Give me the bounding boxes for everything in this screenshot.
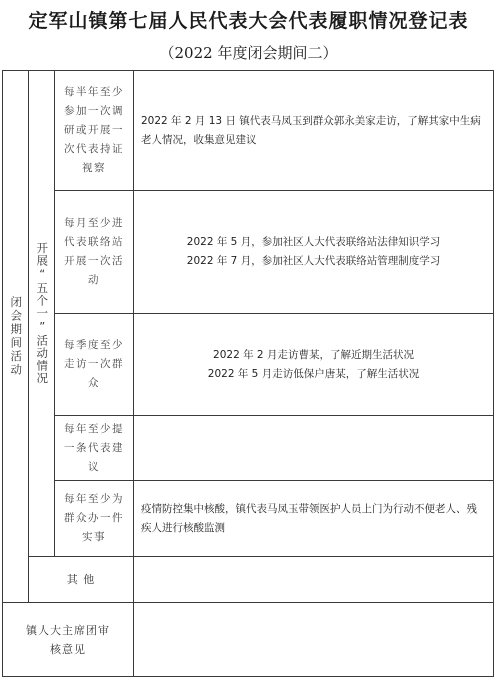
requirement-cell xyxy=(54,313,134,416)
other-label: 其 他 xyxy=(66,573,96,586)
content-cell-empty xyxy=(133,415,494,481)
content-cell xyxy=(133,70,494,191)
page-title: 定军山镇第七届人民代表大会代表履职情况登记表 xyxy=(28,10,469,32)
activity-label: 开展“五个一”活动情况 xyxy=(35,242,50,385)
content-line: 2022 年 5 月走访低保户唐某，了解生活状况 xyxy=(207,367,420,380)
requirement-cell xyxy=(54,480,134,557)
requirement-text: 每半年至少参加一次调研或开展一次代表持证视察 xyxy=(64,86,124,174)
requirement-cell xyxy=(54,415,134,481)
period-label: 闭会期间活动 xyxy=(9,296,24,377)
content-cell xyxy=(133,190,494,314)
page-subtitle: （2022 年度闭会期间二） xyxy=(159,44,338,62)
requirement-cell xyxy=(54,70,134,191)
requirement-text: 每月至少进代表联络站开展一次活动 xyxy=(64,217,124,286)
other-content xyxy=(133,556,494,603)
content-line: 2022 年 5 月，参加社区人大代表联络站法律知识学习 xyxy=(186,236,441,248)
requirement-text: 每年至少为群众办一件实事 xyxy=(64,493,124,543)
requirement-text: 每季度至少走访一次群众 xyxy=(64,339,124,389)
content-line: 2022 年 2 月走访曹某，了解近期生活状况 xyxy=(213,348,414,361)
content-line: 疫情防控集中核酸，镇代表马凤玉带领医护人员上门为行动不便老人、残疾人进行核酸监测 xyxy=(141,502,477,534)
requirement-text: 每年至少提一条代表建议 xyxy=(64,422,124,473)
review-label: 镇人大主席团审核意见 xyxy=(26,623,110,656)
content-cell xyxy=(133,313,494,416)
review-content xyxy=(133,602,494,677)
content-line: 2022 年 7 月，参加社区人大代表联络站管理制度学习 xyxy=(186,255,441,267)
content-line: 2022 年 2 月 13 日 镇代表马凤玉到群众郭永美家走访，了解其家中生病老人情况，收集意见建议 xyxy=(141,114,481,146)
content-cell xyxy=(133,480,494,557)
requirement-cell xyxy=(54,190,134,314)
